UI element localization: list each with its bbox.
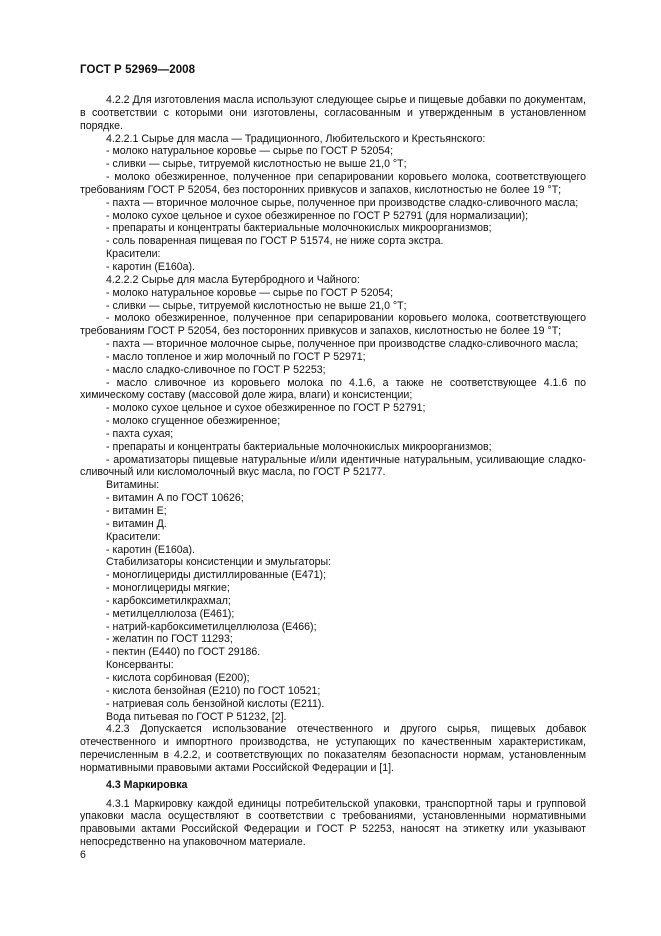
paragraph: - сливки — сырье, титруемой кислотностью не выше 21,0 °Т;: [106, 158, 407, 171]
page-number: 6: [80, 849, 86, 861]
paragraph: - молоко обезжиренное, полученное при сепарировании коровьего молока, соответствующего требованиям ГОСТ Р 52054, без посторонних привкусов и запахов, кислотностью не более 19 °Т;: [80, 312, 586, 338]
paragraph: Стабилизаторы консистенции и эмульгаторы:: [106, 556, 332, 569]
paragraph: - препараты и концентраты бактериальные молочнокислых микроорганизмов;: [106, 222, 492, 235]
paragraph: - желатин по ГОСТ 11293;: [106, 633, 233, 646]
paragraph: 4.2.2.1 Сырье для масла — Традиционного, Любительского и Крестьянского:: [106, 132, 486, 145]
paragraph: - пектин (Е440) по ГОСТ 29186.: [106, 646, 261, 659]
paragraph: 4.3.1 Маркировку каждой единицы потребительской упаковки, транспортной тары и групповой упаковки масла осуществляют в соответствии с требованиями, установленными нормативными правовыми актами Российской Федерации и ГОСТ Р 52253, наносят на этикетку или указывают непосредственно на упаковочном материале.: [80, 797, 586, 849]
paragraph: - масло топленое и жир молочный по ГОСТ Р 52971;: [106, 350, 366, 363]
paragraph: 4.2.3 Допускается использование отечественного и другого сырья, пищевых добавок отечественного и импортного производства, не уступающих по качественным характеристикам, перечисленным в 4.2.2, и соответствующих по показателям безопасности нормам, установленным нормативными правовыми актами Российской Федерации и [1].: [80, 723, 586, 774]
paragraph: - ароматизаторы пищевые натуральные и/или идентичные натуральным, усиливающие сладко-сливочный или кисломолочный вкус масла, по ГОСТ Р 52177.: [80, 453, 586, 479]
paragraph: - пахта — вторичное молочное сырье, полученное при производстве сладко-сливочного масла;: [106, 196, 579, 209]
paragraph: - каротин (Е160а).: [106, 543, 195, 556]
paragraph: Витамины:: [106, 479, 160, 492]
paragraph: - метилцеллюлоза (Е461);: [106, 607, 235, 620]
paragraph: - молоко обезжиренное, полученное при сепарировании коровьего молока, соответствующего требованиям ГОСТ Р 52054, без посторонних привкусов и запахов, кислотностью не более 19 °Т;: [80, 171, 586, 196]
paragraph: - пахта сухая;: [106, 427, 174, 440]
paragraph: - кислота бензойная (Е210) по ГОСТ 10521;: [106, 684, 321, 697]
section-heading: 4.3 Маркировка: [106, 778, 188, 791]
paragraph: - масло сладко-сливочное по ГОСТ Р 52253;: [106, 363, 326, 376]
paragraph: Красители:: [106, 248, 161, 261]
paragraph: - натрий-карбоксиметилцеллюлоза (Е466);: [106, 620, 317, 633]
paragraph: - каротин (Е160а).: [106, 260, 195, 273]
paragraph: Красители:: [106, 530, 161, 543]
paragraph: - препараты и концентраты бактериальные молочнокислых микроорганизмов;: [106, 440, 492, 453]
paragraph: - пахта — вторичное молочное сырье, полученное при производстве сладко-сливочного масла;: [106, 338, 579, 351]
document-body: [80, 94, 586, 849]
paragraph: Консерванты:: [106, 659, 174, 672]
paragraph: 4.2.2.2 Сырье для масла Бутербродного и Чайного:: [106, 273, 360, 286]
paragraph: - сливки — сырье, титруемой кислотностью не выше 21,0 °Т;: [106, 299, 407, 312]
paragraph: - масло сливочное из коровьего молока по 4.1.6, а также не соответствующее 4.1.6 по химическому составу (массовой доле жира, влаги) и консистенции;: [80, 376, 586, 402]
paragraph: Вода питьевая по ГОСТ Р 51232, [2].: [106, 710, 287, 723]
document-header: ГОСТ Р 52969—2008: [80, 64, 196, 76]
paragraph: - молоко сухое цельное и сухое обезжиренное по ГОСТ Р 52791;: [106, 402, 426, 415]
paragraph: - моноглицериды дистиллированные (Е471);: [106, 569, 327, 582]
paragraph: - натриевая соль бензойной кислоты (Е211).: [106, 697, 325, 710]
paragraph: - карбоксиметилкрахмал;: [106, 594, 231, 607]
paragraph: - моноглицериды мягкие;: [106, 582, 230, 595]
paragraph: - молоко сухое цельное и сухое обезжиренное по ГОСТ Р 52791 (для нормализации);: [106, 209, 529, 222]
paragraph: - витамин А по ГОСТ 10626;: [106, 492, 244, 505]
paragraph: - витамин Е;: [106, 505, 167, 517]
paragraph: - витамин Д.: [106, 517, 167, 530]
paragraph: - соль поваренная пищевая по ГОСТ Р 51574, не ниже сорта экстра.: [106, 235, 444, 248]
paragraph: - молоко натуральное коровье — сырье по ГОСТ Р 52054;: [106, 145, 394, 158]
paragraph: - молоко натуральное коровье — сырье по ГОСТ Р 52054;: [106, 286, 394, 299]
paragraph: 4.2.2 Для изготовления масла используют следующее сырье и пищевые добавки по документам, в соответствии с которыми они изготовлены, согласованным и утвержденным в установленном порядке.: [80, 94, 586, 132]
paragraph: - кислота сорбиновая (Е200);: [106, 671, 250, 684]
paragraph: - молоко сгущенное обезжиренное;: [106, 415, 281, 428]
